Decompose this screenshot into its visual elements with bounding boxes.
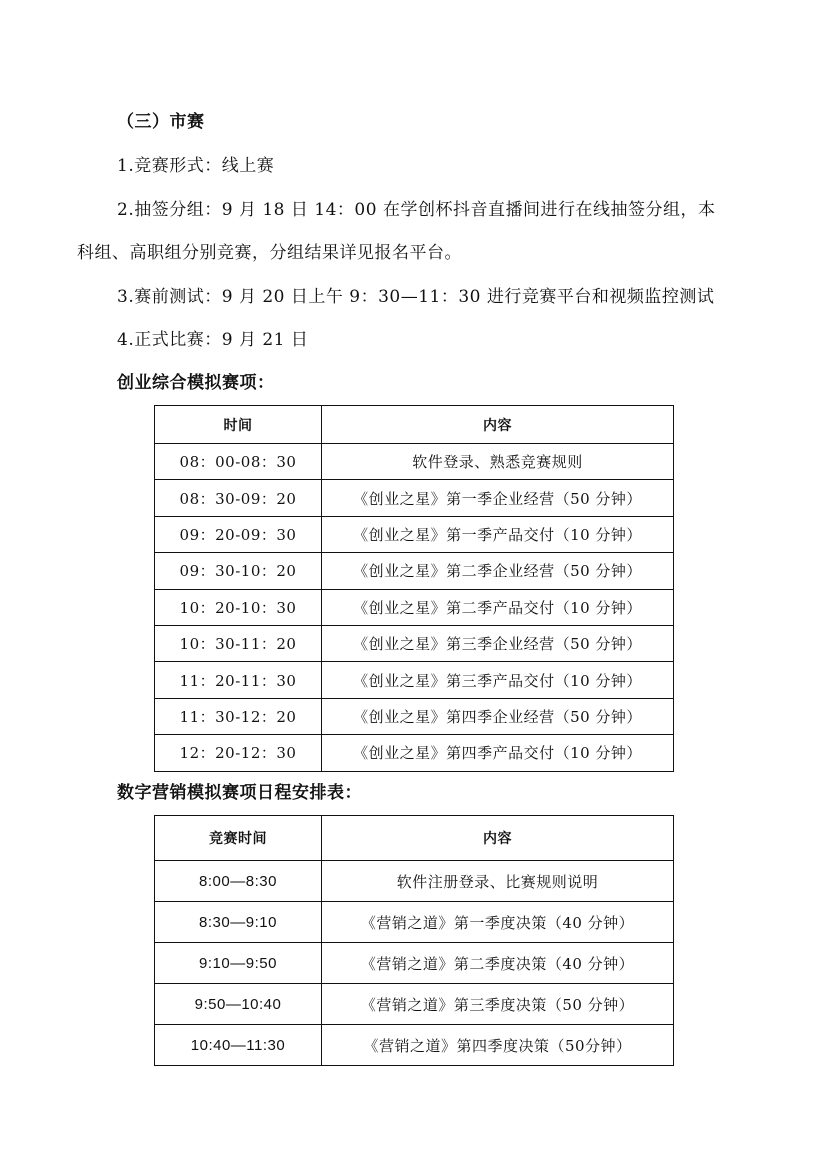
table-row: [155, 589, 674, 625]
schedule2-table: [154, 815, 674, 1066]
row-time: 10:40—11:30: [155, 1025, 322, 1066]
table-row: [155, 516, 674, 552]
item-pre-test: 3.赛前测试：9 月 20 日上午 9：30—11：30 进行竞赛平台和视频监控测试: [117, 287, 715, 307]
table-row: [155, 625, 674, 661]
row-time: 12：20-12：30: [155, 735, 322, 771]
row-time: 8:00—8:30: [155, 861, 322, 902]
row-content: 《创业之星》第三季产品交付（10 分钟）: [322, 662, 674, 698]
item-draw-grouping-line2: 科组、高职组分别竞赛，分组结果详见报名平台。: [77, 243, 462, 263]
table-row: [155, 902, 674, 943]
table-header-row: [155, 816, 674, 861]
row-content: 《创业之星》第一季企业经营（50 分钟）: [322, 480, 674, 516]
schedule2-title: 数字营销模拟赛项日程安排表：: [117, 783, 362, 803]
row-time: 9:50—10:40: [155, 984, 322, 1025]
row-time: 10：30-11：20: [155, 625, 322, 661]
row-content: 《创业之星》第四季产品交付（10 分钟）: [322, 735, 674, 771]
schedule1-title: 创业综合模拟赛项：: [117, 373, 275, 393]
row-content: 软件注册登录、比赛规则说明: [322, 861, 674, 902]
row-time: 11：30-12：20: [155, 698, 322, 734]
header-content: 内容: [322, 816, 674, 861]
row-content: 《营销之道》第一季度决策（40 分钟）: [322, 902, 674, 943]
table-row: [155, 1025, 674, 1066]
table-row: [155, 861, 674, 902]
table-row: [155, 480, 674, 516]
row-time: 08：30-09：20: [155, 480, 322, 516]
item-draw-grouping-line1: 2.抽签分组：9 月 18 日 14：00 在学创杯抖音直播间进行在线抽签分组，本: [117, 200, 716, 220]
schedule1-table: [154, 405, 674, 772]
row-content: 《创业之星》第四季企业经营（50 分钟）: [322, 698, 674, 734]
row-time: 9:10—9:50: [155, 943, 322, 984]
table-row: [155, 984, 674, 1025]
row-content: 《营销之道》第四季度决策（50分钟）: [322, 1025, 674, 1066]
row-content: 《营销之道》第三季度决策（50 分钟）: [322, 984, 674, 1025]
row-content: 《创业之星》第二季企业经营（50 分钟）: [322, 553, 674, 589]
table-row: [155, 698, 674, 734]
row-time: 10：20-10：30: [155, 589, 322, 625]
row-time: 11：20-11：30: [155, 662, 322, 698]
row-content: 《创业之星》第一季产品交付（10 分钟）: [322, 516, 674, 552]
header-time: 竞赛时间: [155, 816, 322, 861]
table-row: [155, 444, 674, 480]
row-content: 《营销之道》第二季度决策（40 分钟）: [322, 943, 674, 984]
table-header-row: [155, 406, 674, 444]
table-row: [155, 943, 674, 984]
item-official-competition: 4.正式比赛：9 月 21 日: [117, 330, 309, 350]
table-row: [155, 735, 674, 771]
row-content: 软件登录、熟悉竞赛规则: [322, 444, 674, 480]
section-heading: （三）市赛: [117, 112, 205, 132]
item-competition-format: 1.竞赛形式：线上赛: [117, 156, 275, 176]
row-time: 08：00-08：30: [155, 444, 322, 480]
row-content: 《创业之星》第三季企业经营（50 分钟）: [322, 625, 674, 661]
table-row: [155, 662, 674, 698]
row-time: 09：20-09：30: [155, 516, 322, 552]
header-time: 时间: [155, 406, 322, 444]
row-time: 09：30-10：20: [155, 553, 322, 589]
row-content: 《创业之星》第二季产品交付（10 分钟）: [322, 589, 674, 625]
table-row: [155, 553, 674, 589]
header-content: 内容: [322, 406, 674, 444]
row-time: 8:30—9:10: [155, 902, 322, 943]
